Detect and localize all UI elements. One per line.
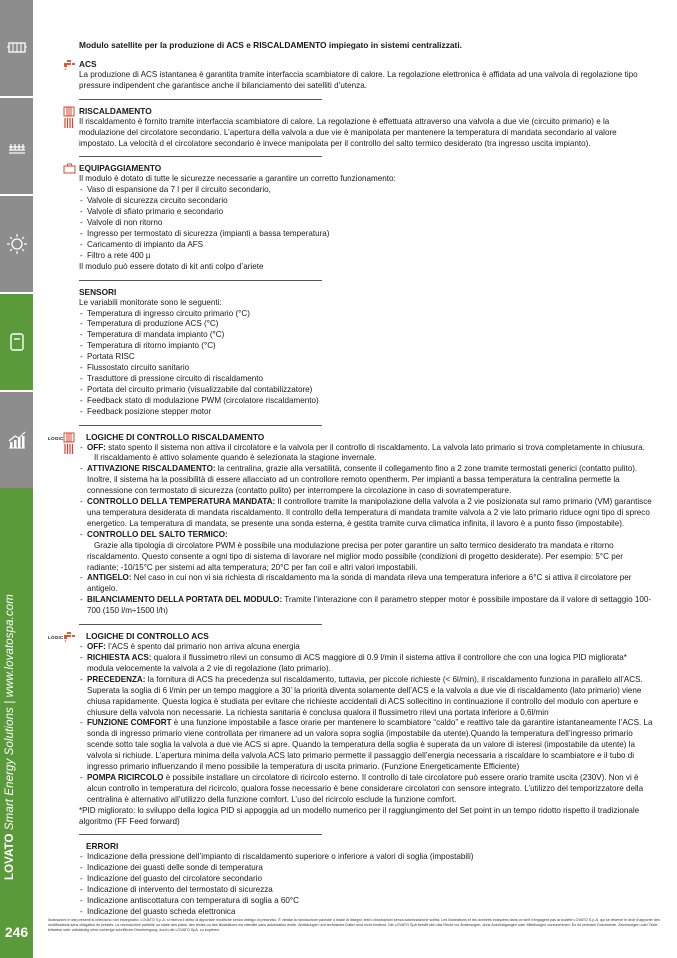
tab-charts[interactable] xyxy=(0,392,33,490)
list-item xyxy=(79,718,654,773)
list-item xyxy=(79,443,654,465)
section-title: LOGICHE DI CONTROLLO ACS xyxy=(86,631,209,642)
divider xyxy=(79,834,322,835)
section-logiche-acs xyxy=(48,631,654,835)
section-title: LOGICHE DI CONTROLLO RISCALDAMENTO xyxy=(86,431,265,442)
item-text: la centralina, grazie alla versatilità, consente il collegamento fino a 2 zone tramite termostati generici (contatto pulito). Inoltre, il sistema ha la possibilità di essere allacciato ad un controllore remoto opentherm. Per impianti a bassa temperatura la centralina permette la connessione con termostato di sicurezza (contatto pulito) per interrompere la circolazione in caso di sovratemperature. xyxy=(87,464,638,496)
item-head: POMPA RICIRCOLO xyxy=(87,772,164,782)
list-item: - Feedback stato di modulazione PWM (circolatore riscaldamento) xyxy=(79,396,654,407)
item-text: Il controllore tramite la manipolazione della valvola a 2 vie posizionata sul ramo primario (VM) garantisce una temperatura desiderata di mandata riscaldamento. Il controllo della temperatura di mandata tramite valvola a 2 vie lato primario riduce ogni tipo di spreco energetico. La temperatura di mandata, se presente una sonda esterna, è gestita tramite curva climatica infinita, il lavoro è a punto fisso (impostabile). xyxy=(87,497,652,528)
item-head: RICHIESTA ACS: xyxy=(87,652,152,662)
tab-modules[interactable] xyxy=(0,294,33,392)
divider xyxy=(79,280,322,281)
divider xyxy=(79,156,322,157)
section-title: RISCALDAMENTO xyxy=(79,105,152,116)
section-lead: Il modulo è dotato di tutte le sicurezze necessarie a garantire un corretto funzionamento: xyxy=(79,174,396,184)
sidebar xyxy=(0,0,33,958)
list-item xyxy=(79,675,654,719)
item-head: ANTIGELO: xyxy=(87,573,132,583)
list-item: - Indicazione della pressione dell’impianto di riscaldamento superiore o inferiore a valori di soglia (impostabili) xyxy=(79,852,654,863)
section-errori xyxy=(79,841,654,917)
list-item xyxy=(79,573,654,595)
list-item: - Flussostato circuito sanitario xyxy=(79,363,654,374)
list-item xyxy=(79,642,654,653)
list-item: - Vaso di espansione da 7 l per il circuito secondario, xyxy=(79,185,654,196)
logic-list xyxy=(79,443,654,618)
list-item: - Temperatura di mandata impianto (°C) xyxy=(79,330,654,341)
list-item: - Temperatura di ritorno impianto (°C) xyxy=(79,341,654,352)
section-title: SENSORI xyxy=(79,286,117,297)
list-item: - Temperatura di produzione ACS (°C) xyxy=(79,319,654,330)
item-head: FUNZIONE COMFORT xyxy=(87,718,172,728)
main-content xyxy=(48,40,654,918)
section-tail: Il modulo può essere dotato di kit anti colpo d’ariete xyxy=(79,261,264,271)
section-riscaldamento xyxy=(79,106,654,158)
list-item: - Indicazione di intervento del termostato di sicurezza xyxy=(79,885,654,896)
footer-disclaimer: Illustrazioni e dati presenti si intendono non impegnativi. LOVATO S.p.A. si riserva il diritto di apportare modifiche senza obbligo di preavviso. È vietata la riproduzione parziale o totale di disegni, testi o illustrazioni senza autorizzazione scritta. Les illustrations et les données indiquées dans ce tarif n’engagent pas la société LOVATO S.p.A. qui se réserve le droit d’apporter des modifications sans obligation de préavis. La reproduction partielle ou totale des plans, des textes ou des illustrations est interdite sans autorisation écrite. Abbildungen und technische Daten sind nicht bindend. Die LOVATO SpA behält sich das Recht vor Änderungen, ohne Ankündigungen oder Mitteilungen vorzunehmen. Es ist verboten Dokumente, Zeichnungen oder Texte, teilweise oder vollständig ohne vorherige schriftliche Genehmigung, durch die LOVATO SpA, zu kopieren. xyxy=(48,918,660,933)
item-text: l’ACS è spento dal primario non arriva alcuna energia xyxy=(105,642,300,652)
section-text: Il riscaldamento è fornito tramite interfaccia scambiatore di calore. La regolazione è effettuata attraverso una valvola a due vie (circuito primario) e la modulazione del circolatore secondario. L’apertura della valvola a due vie è manipolata per mantenere la temperatura di mandata secondario al valore impostato. La velocità d el circolatore secondario è invece manipolata per il controllo del salto termico desiderato (tra ingresso uscita impianto). xyxy=(79,116,617,148)
item-head: OFF: xyxy=(87,442,106,452)
list-item xyxy=(79,464,654,497)
item-head: PRECEDENZA: xyxy=(87,674,146,684)
radiator-icon xyxy=(63,432,76,443)
divider xyxy=(79,99,322,100)
list-item: - Valvole di non ritorno xyxy=(79,218,654,229)
list-item xyxy=(79,653,654,675)
page-number: 246 xyxy=(4,924,29,940)
logic-list xyxy=(79,642,654,806)
list-item: - Indicazione del guasto scheda elettronica xyxy=(79,907,654,918)
list-item: - Indicazione dei guasti delle sonde di temperatura xyxy=(79,863,654,874)
sun-icon xyxy=(6,233,28,255)
list-item: - Portata del circuito primario (visualizzabile dal contabilizzatore) xyxy=(79,385,654,396)
list-item xyxy=(79,530,654,574)
section-logiche-riscaldamento xyxy=(48,431,654,626)
item-head: BILANCIAMENTO DELLA PORTATA DEL MODULO: xyxy=(87,595,283,605)
section-acs xyxy=(79,59,654,100)
list-item xyxy=(79,497,654,530)
item-text: è una funzione impostabile a fasce orarie per mantenere lo scambiatore “caldo” e reattivo tale da garantire istantaneamente l’ACS. La sonda di ingresso primario viene controllata per rimanere ad un valora sopra soglia (impostabile da utente).Quando la temperatura dell’ingresso primario scende sotto tale soglia la valvola a due vie ACS si apre. Quando la temperatura della soglia è superata da un valore di isteresi (impostabile da utente) la valvola si richiude. L’apertura minima della valvola ACS lato primario permette il passaggio dell’energia necessaria a riscaldare lo scambiatore e il tubo di ingresso primario influenzando il meno possibile la temperatura di uscita primario. (Funzione Energeticamente Efficiente) xyxy=(87,718,653,772)
module-icon xyxy=(6,331,28,353)
heating-bars-icon xyxy=(63,444,74,454)
equipment-list xyxy=(79,185,654,261)
heating-bars-icon xyxy=(63,118,74,128)
tap-icon xyxy=(63,59,76,70)
section-text: La produzione di ACS istantanea è garantita tramite interfaccia scambiatore di calore. La regolazione elettronica è affidata ad una valvola di regolazione tipo pressure indipendent che garantisce anche il bilanciamento dei satelliti d’utenza. xyxy=(79,69,638,90)
list-item: - Ingresso per termostato di sicurezza (impianti a bassa temperatura) xyxy=(79,229,654,240)
pid-note: *PID migliorato: lo sviluppo della logica PID si appoggia ad un modello numerico per il raggiungimento del Set point in un tempo ridotto rispetto il tradizionale algoritmo (FF Feed forward) xyxy=(79,805,640,826)
item-text: è possibile installare un circolatore di ricircolo esterno. Il controllo di tale circolatore può essere orario tramite uscita (230V). Non vi è alcun controllo in temperatura del ricircolo, qualora fosse necessario è bene considerare circolatori con sensore integrato. L’utilizzo del temporizzatore della centralina è alternativo all’utilizzo della funzione comfort. L’uso del ricircolo esclude la funzione comfort. xyxy=(87,772,644,804)
list-item: - Indicazione antiscottatura con temperatura di soglia a 60°C xyxy=(79,896,654,907)
item-head: CONTROLLO DELLA TEMPERATURA MANDATA: xyxy=(87,497,276,507)
intro-heading: Modulo satellite per la produzione di ACS e RISCALDAMENTO impiegato in sistemi centralizzati. xyxy=(79,40,462,50)
divider xyxy=(79,624,322,625)
item-text: la fornitura di ACS ha precedenza sul riscaldamento, tuttavia, per piccole richieste (< 6l/min), il riscaldamento funziona in parallelo all’ACS. Superata la soglia di 6 l/min per un tempo maggiore a 30’ la priorità diventa solamente dell’ACS e la valvola a due vie di riscaldamento (lato primario) viene chiusa rapidamente. Questa logica è studiata per evitare che richieste accidentali di ACS sollecitino in continuazione il controllo del modulo con aperture e chiusure della valvola non necessarie. La richiesta sanitaria è conclusa qualora il flussimetro rilevi una portata inferiore a 0,6l/min xyxy=(87,674,643,717)
list-item: - Trasduttore di pressione circuito di riscaldamento xyxy=(79,374,654,385)
section-title: ERRORI xyxy=(86,841,119,852)
list-item xyxy=(79,773,654,806)
floor-heating-icon xyxy=(6,135,28,157)
item-head: CONTROLLO DEL SALTO TERMICO: xyxy=(87,529,228,539)
divider xyxy=(79,425,322,426)
list-item: - Valvole di sfiato primario e secondario xyxy=(79,207,654,218)
item-text: Tramite l’interazione con il parametro stepper motor è possibile impostare da il valore di settaggio 100-700 (150 l/m÷1500 l/h) xyxy=(87,595,652,616)
item-more: Grazie alla tipologia di circolatore PWM è possibile una modulazione precisa per poter garantire un salto termico desiderato tra mandata e ritorno riscaldamento. Questo consente a ogni tipo di sistema di lavorare nel miglior modo possibile (condizioni di progetto desiderate). Per esempio: 5°C per radiante; -10/15°C per sistemi ad alta temperatura; 20°C per fan coil e altri valori impostabili. xyxy=(87,540,623,572)
error-list xyxy=(79,852,654,917)
list-item: - Temperatura di ingresso circuito primario (°C) xyxy=(79,309,654,320)
radiator-icon xyxy=(6,37,28,59)
item-text: qualora il flussimetro rilevi un consumo di ACS maggiore di 0.9 l/min il sistema attiva il controllore che con una logica PID migliorata* modula velocemente la valvola a 2 vie di regolazione (lato primario). xyxy=(87,652,627,673)
logic-label: LOGIC xyxy=(48,435,64,441)
section-equipaggiamento xyxy=(79,163,654,280)
list-item: - Indicazione del guasto del circolatore secondario xyxy=(79,874,654,885)
section-sensori xyxy=(79,287,654,426)
chart-icon xyxy=(6,429,28,451)
tap-icon xyxy=(63,631,76,642)
toolbox-icon xyxy=(63,163,76,174)
list-item: - Portata RISC xyxy=(79,352,654,363)
item-text: Nel caso in cui non vi sia richiesta di riscaldamento ma la sonda di mandata rileva una temperatura inferiore a 6°C si attiva il circolatore per antigelo. xyxy=(87,573,632,594)
section-title: EQUIPAGGIAMENTO xyxy=(79,163,162,174)
item-head: OFF: xyxy=(87,642,106,652)
list-item: - Valvole di sicurezza circuito secondario xyxy=(79,196,654,207)
item-head: ATTIVAZIONE RISCALDAMENTO: xyxy=(87,464,216,474)
tab-floor-heating[interactable] xyxy=(0,98,33,196)
logic-label: LOGIC xyxy=(48,635,64,641)
item-text: stato spento il sistema non attiva il circolatore e la valvola per il controllo di riscaldamento. La valvola lato primario si trova completamente in chiusura. xyxy=(105,442,645,452)
section-lead: Le variabili monitorate sono le seguenti: xyxy=(79,297,222,307)
brand-text: LOVATO Smart Energy Solutions | www.lovatospa.com xyxy=(4,594,16,880)
section-title: ACS xyxy=(79,58,97,69)
list-item: - Filtro a rete 400 µ xyxy=(79,251,654,262)
list-item: - Caricamento di impianto da AFS xyxy=(79,240,654,251)
radiator-icon xyxy=(63,106,76,117)
tab-solar[interactable] xyxy=(0,196,33,294)
list-item: - Feedback posizione stepper motor xyxy=(79,407,654,418)
tab-heating[interactable] xyxy=(0,0,33,98)
sensor-list xyxy=(79,309,654,418)
item-more: Il riscaldamento è attivo solamente quando è selezionata la stagione invernale. xyxy=(94,453,377,463)
list-item xyxy=(79,595,654,617)
